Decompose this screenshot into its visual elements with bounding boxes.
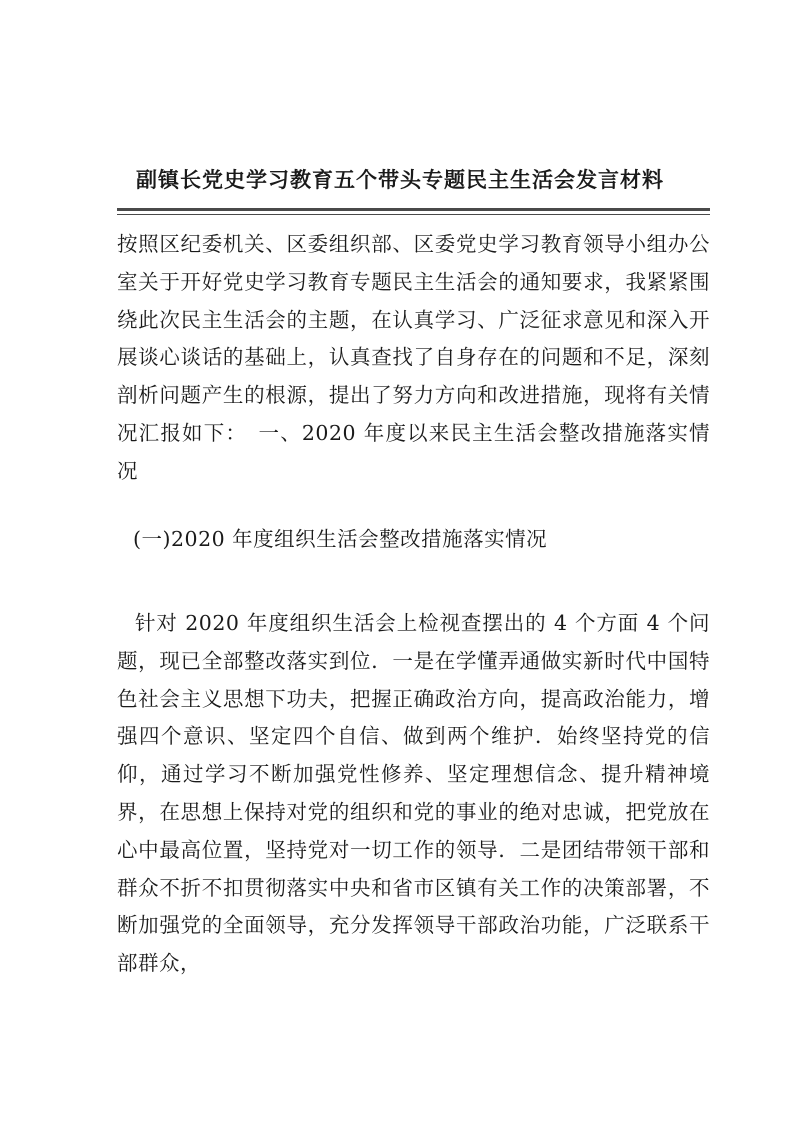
paragraph-intro: 按照区纪委机关、区委组织部、区委党史学习教育领导小组办公室关于开好党史学习教育专题民主生活会的通知要求，我紧紧围绕此次民主生活会的主题，在认真学习、广泛征求意见和深入开展谈心谈话的基础上，认真查找了自身存在的问题和不足，深刻剖析问题产生的根源，提出了努力方向和改进措施，现将有关情况汇报如下： 一、2020 年度以来民主生活会整改措施落实情况: [117, 232, 710, 483]
title-underline-thick: [117, 208, 710, 211]
paragraph-subheading: (一)2020 年度组织生活会整改措施落实情况: [133, 527, 548, 551]
document-title: 副镇长党史学习教育五个带头专题民主生活会发言材料: [136, 168, 664, 192]
title-underline-thin: [117, 214, 710, 215]
paragraph-body: 针对 2020 年度组织生活会上检视查摆出的 4 个方面 4 个问题，现已全部整改落实到位．一是在学懂弄通做实新时代中国特色社会主义思想下功夫，把握正确政治方向，提高政治能力，增强四个意识、坚定四个自信、做到两个维护．始终坚持党的信仰，通过学习不断加强党性修养、坚定理想信念、提升精神境界，在思想上保持对党的组织和党的事业的绝对忠诚，把党放在心中最高位置，坚持党对一切工作的领导．二是团结带领干部和群众不折不扣贯彻落实中央和省市区镇有关工作的决策部署，不断加强党的全面领导，充分发挥领导干部政治功能，广泛联系干部群众，: [117, 611, 710, 976]
